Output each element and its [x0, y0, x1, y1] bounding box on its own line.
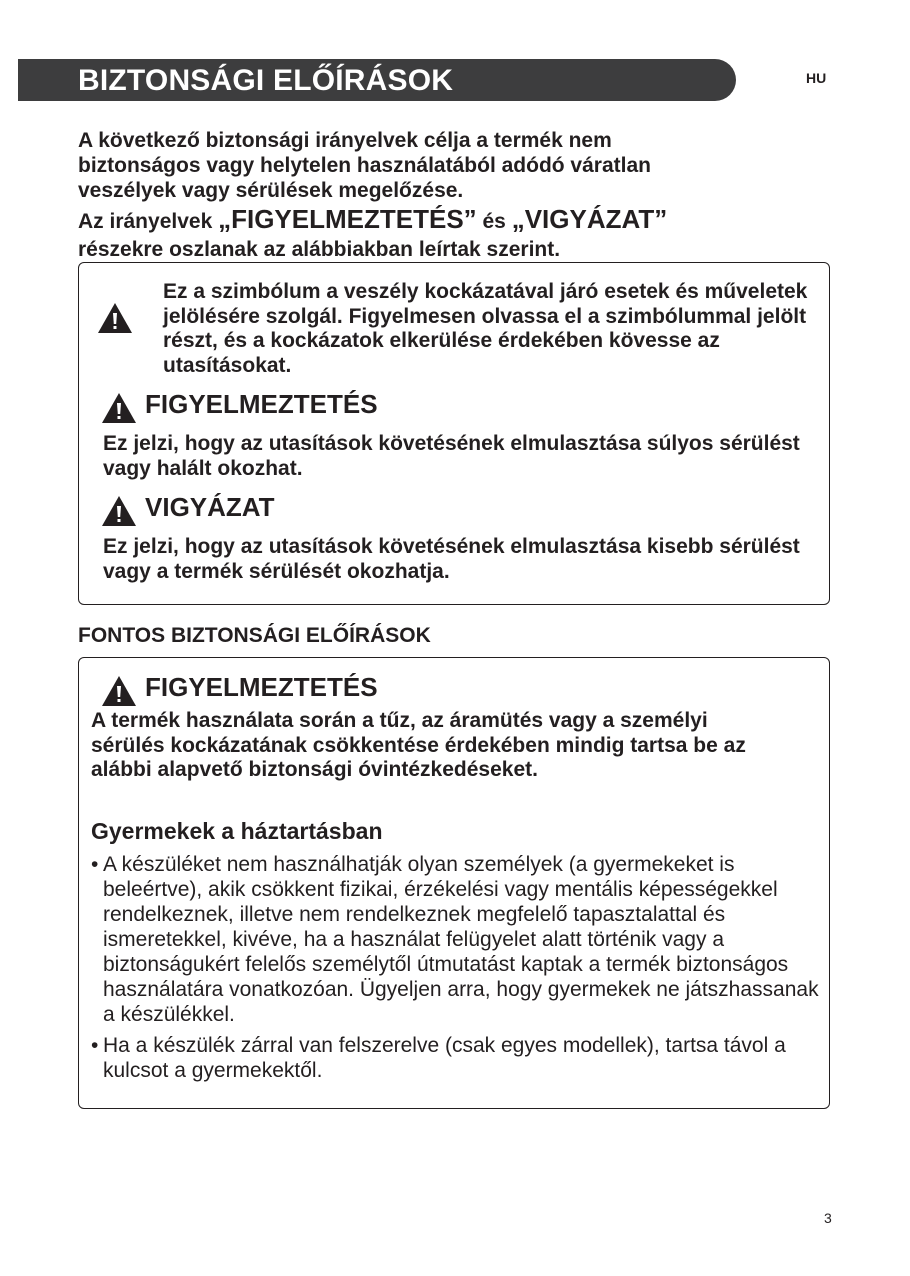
list-item-text: A készüléket nem használhatják olyan személyek (a gyermekeket is beleértve), akik csökkent fizikai, érzékelési vagy mentális képességekkel rendelkeznek, illetve nem rendelkeznek megfelelő tapasztalattal és ismeretekkel, kivéve, ha a használat felügyelet alatt történik vagy a biztonságukért felelős személytől útmutatást kaptak a termék biztonságos használatára vonatkozóan. Ügyeljen arra, hogy gyermekek ne játszhassanak a készülékkel.	[103, 853, 819, 1026]
section-title: FONTOS BIZTONSÁGI ELŐÍRÁSOK	[78, 624, 431, 647]
warning-title: FIGYELMEZTETÉS	[145, 389, 378, 419]
children-subheading: Gyermekek a háztartásban	[91, 818, 383, 844]
warning-heading	[99, 672, 799, 706]
header-bar	[18, 59, 736, 101]
intro-warning-term: „FIGYELMEZTETÉS”	[218, 204, 477, 234]
list-item	[91, 852, 821, 1027]
list-item	[91, 1033, 821, 1083]
symbol-text: Ez a szimbólum a veszély kockázatával járó esetek és műveletek jelölésére szolgál. Figyelmesen olvassa el a szimbólummal jelölt részt, és a kockázatok elkerülése érdekében kövesse az utasításokat.	[163, 280, 808, 377]
caution-heading	[99, 492, 799, 526]
intro-line: biztonságos vagy helytelen használatából adódó váratlan	[78, 154, 651, 177]
intro-line: veszélyek vagy sérülések megelőzése.	[78, 179, 464, 202]
intro-text: és	[476, 210, 512, 233]
bullet-list	[91, 852, 821, 1089]
symbols-explanation-box	[78, 262, 830, 605]
language-code: HU	[806, 70, 827, 86]
intro-line: részekre oszlanak az alábbiakban leírtak szerint.	[78, 238, 561, 261]
warning-title: FIGYELMEZTETÉS	[145, 672, 378, 702]
warning-triangle-icon	[97, 302, 133, 334]
warning-triangle-icon	[101, 675, 137, 707]
warning-description: Ez jelzi, hogy az utasítások követésének elmulasztása súlyos sérülést vagy halált okozhat.	[103, 432, 800, 480]
page-number: 3	[824, 1210, 832, 1226]
intro-text: Az irányelvek	[78, 210, 219, 233]
caution-title: VIGYÁZAT	[145, 492, 275, 522]
bullet-marker: •	[91, 853, 99, 876]
important-safety-box	[78, 657, 830, 1109]
page-title: BIZTONSÁGI ELŐÍRÁSOK	[78, 64, 454, 97]
intro-line: A következő biztonsági irányelvek célja a termék nem	[78, 129, 612, 152]
warning-triangle-icon	[101, 392, 137, 424]
caution-description: Ez jelzi, hogy az utasítások követésének elmulasztása kisebb sérülést vagy a termék sérülését okozhatja.	[103, 535, 800, 583]
intro-line	[78, 204, 838, 237]
warning-description: A termék használata során a tűz, az áramütés vagy a személyi sérülés kockázatának csökkentése érdekében mindig tartsa be az alábbi alapvető biztonsági óvintézkedéseket.	[91, 709, 746, 781]
warning-heading	[99, 389, 799, 423]
intro-paragraph	[78, 128, 838, 262]
bullet-marker: •	[91, 1034, 99, 1057]
warning-triangle-icon	[101, 495, 137, 527]
list-item-text: Ha a készülék zárral van felszerelve (csak egyes modellek), tartsa távol a kulcsot a gyermekektől.	[103, 1034, 786, 1082]
intro-caution-term: „VIGYÁZAT”	[511, 204, 668, 234]
